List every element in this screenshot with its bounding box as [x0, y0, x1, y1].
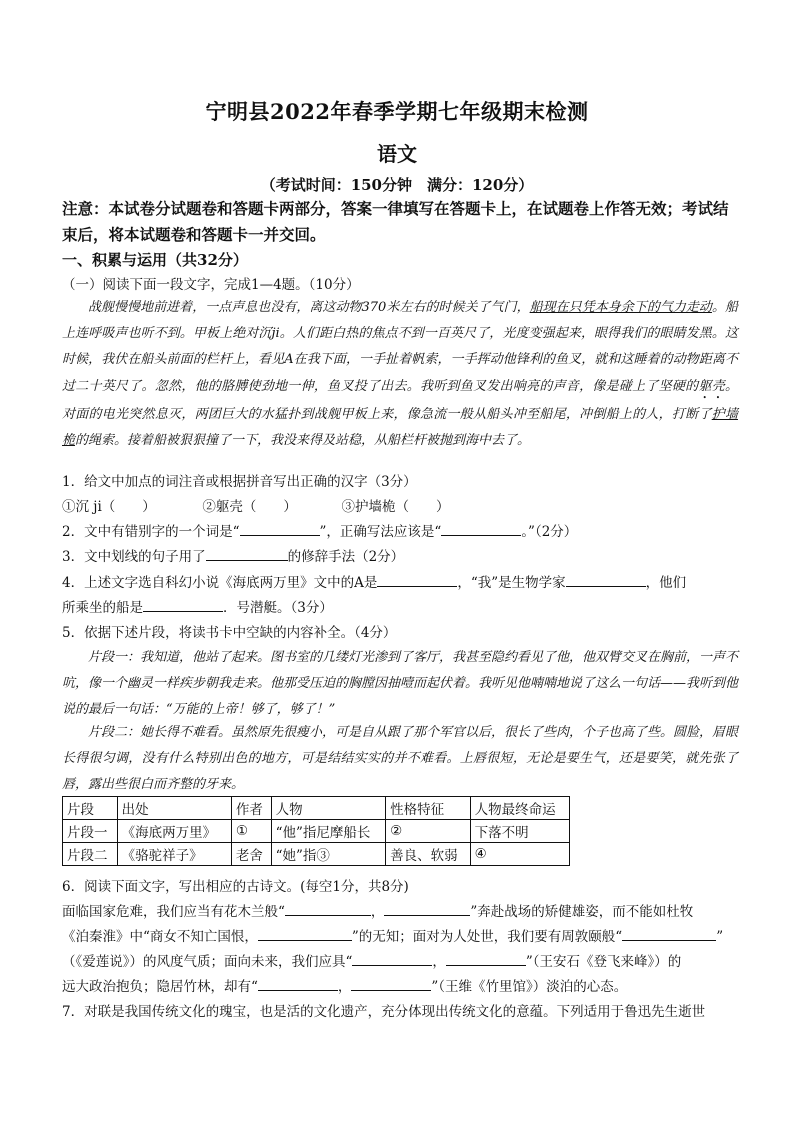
q6-text: ” [716, 929, 724, 945]
answer-blank[interactable] [206, 545, 288, 561]
subsection-heading: （一）阅读下面一段文字，完成1—4题。（10分） [62, 277, 360, 293]
q3-text: 的修辞手法（2分） [287, 549, 405, 565]
exam-subject: 语文 [377, 142, 417, 166]
q6-text: 面临国家危难，我们应当有花木兰般“ [62, 904, 285, 920]
table-header-cell: 性格特征 [386, 797, 470, 820]
table-row [63, 843, 570, 866]
answer-blank[interactable] [258, 975, 338, 991]
table-cell[interactable]: “她”指③ [271, 843, 386, 866]
table-cell: 片段一 [63, 820, 118, 843]
fragment-one: 片段一：我知道，他站了起来。图书室的几缕灯光渗到了客厅，我甚至隐约看见了他，他双臂交叉在胸前，一声不吭，像一个幽灵一样疾步朝我走来。他那受压迫的胸膛因抽噎而起伏着。我听见他喃喃地说了这么一句话——我听到他说的最后一句话：“万能的上帝！够了，够了！” [62, 650, 739, 717]
answer-blank[interactable] [285, 900, 371, 916]
q6-text: ， [432, 954, 446, 970]
q6-text: ”奔赴战场的矫健雄姿，而不能如杜牧 [470, 904, 694, 920]
question-5: 5．依据下述片段，将读书卡中空缺的内容补全。（4分） [62, 625, 397, 641]
table-header-cell: 作者 [231, 797, 271, 820]
pinyin-ji: ji [271, 326, 280, 342]
passage-text: 。船上连呼吸声也听不到。甲板上绝对沉 [62, 300, 738, 342]
question-3 [62, 545, 738, 569]
answer-blank[interactable] [384, 900, 470, 916]
table-cell[interactable]: ④ [470, 843, 569, 866]
q1-item: ①沉 ji（ ） [62, 499, 156, 515]
table-cell: 《骆驼祥子》 [117, 843, 231, 866]
q6-text: ， [370, 904, 385, 920]
answer-blank[interactable] [566, 571, 646, 587]
fragment-two: 片段二：她长得不难看。虽然原先很瘦小，可是自从跟了那个军官以后，很长了些肉，个子也高了些。圆脸，眉眼长得很匀调，没有什么特别出色的地方，可是结结实实的并不难看。上唇很短，无论是要生气，还是要笑，就先张了唇，露出些很白而齐整的牙来。 [62, 725, 739, 792]
question-6: 6．阅读下面文字，写出相应的古诗文。(每空1分，共8分) [62, 879, 409, 895]
table-cell[interactable]: ② [386, 820, 470, 843]
table-cell: 《海底两万里》 [117, 820, 231, 843]
q1-item: ②躯壳（ ） [202, 499, 297, 515]
answer-blank[interactable] [352, 950, 432, 966]
question-2 [62, 520, 738, 544]
q4-text: ．号潜艇。（3分） [223, 600, 333, 616]
answer-blank[interactable] [258, 925, 352, 941]
q4-text: 所乘坐的船是 [62, 600, 143, 616]
passage-text: 。对面的电光突然息灭，两团巨大的水猛扑到战舰甲板上来，像急流一般从船头冲至船尾，冲倒船上的人，打断了 [62, 378, 738, 422]
passage-text: 。人们距白热的焦点不到一百英尺了，光度变强起来，眼得我们的眼睛发黑。这时候，我伏在船头前面的栏杆上，看见A在我下面，一手扯着帆索，一手挥动他锋利的鱼叉，就和这睡着的动物距离不过二十英尺了。忽然，他的胳膊使劲地一伸，鱼叉投了出去。我听到鱼叉发出响亮的声音，像是碰上了坚硬的 [62, 326, 738, 394]
underlined-sentence: 船现在只凭本身余下的气力走动 [529, 300, 712, 315]
q6-text: （《爱莲说》）的风度气质；面向未来，我们应具“ [62, 954, 353, 970]
exam-info: （考试时间：150分钟 满分：120分） [260, 176, 534, 194]
answer-blank[interactable] [441, 520, 521, 536]
question-6-line [62, 900, 738, 924]
q6-text: 远大政治抱负；隐居竹林，却有“ [62, 979, 258, 995]
dotted-word-qiaoke: 躯壳 [698, 378, 725, 394]
q2-text: 。”（2分） [521, 524, 578, 540]
q6-text: 《泊秦淮》中“商女不知亡国恨， [62, 929, 258, 945]
table-header-cell: 人物 [271, 797, 386, 820]
table-cell: “他”指尼摩船长 [271, 820, 386, 843]
question-4-cont [62, 596, 738, 620]
table-header-cell: 片段 [63, 797, 118, 820]
table-header-cell: 人物最终命运 [470, 797, 569, 820]
section-heading: 一、积累与运用（共32分） [62, 251, 248, 269]
table-cell: 老舍 [231, 843, 271, 866]
question-6-line [62, 925, 738, 949]
q6-text: ， [337, 979, 352, 995]
table-cell[interactable]: ① [231, 820, 271, 843]
question-1: 1．给文中加点的词注音或根据拼音写出正确的汉字（3分） [62, 474, 417, 490]
table-row [63, 820, 570, 843]
q1-item: ③护墙桅（ ） [341, 499, 450, 515]
table-header-row [63, 797, 570, 820]
reading-card-table [62, 796, 570, 866]
dotted-word-huqiangwei: 护墙桅 [62, 406, 738, 448]
answer-blank[interactable] [622, 925, 716, 941]
exam-title: 宁明县2022年春季学期七年级期末检测 [205, 99, 589, 124]
q3-text: 3．文中划线的句子用了 [62, 549, 206, 565]
exam-notice: 注意：本试卷分试题卷和答题卡两部分，答案一律填写在答题卡上，在试题卷上作答无效；考试结束后，将本试题卷和答题卡一并交回。 [62, 199, 729, 244]
question-6-line [62, 950, 738, 974]
q6-text: ”（王安石《登飞来峰》）的 [525, 954, 682, 970]
q6-text: ”（王维《竹里馆》）淡泊的心态。 [431, 979, 628, 995]
answer-blank[interactable] [351, 975, 431, 991]
question-6-line [62, 975, 738, 999]
q2-text: ”，正确写法应该是“ [319, 524, 442, 540]
answer-blank[interactable] [143, 596, 223, 612]
answer-blank[interactable] [446, 950, 526, 966]
table-cell: 下落不明 [470, 820, 569, 843]
q2-text: 2．文中有错别字的一个词是“ [62, 524, 240, 540]
passage-text: 战舰慢慢地前进着，一点声息也没有，离这动物370米左右的时候关了气门， [88, 300, 530, 315]
table-cell: 片段二 [63, 843, 118, 866]
q4-text: 4．上述文字选自科幻小说《海底两万里》文中的A是 [62, 575, 378, 591]
question-1-items [62, 495, 738, 519]
reading-passage [62, 295, 738, 454]
q6-text: ”的无知；面对为人处世，我们要有周敦颐般“ [351, 929, 623, 945]
q4-text: ，他们 [645, 575, 687, 591]
question-7: 7．对联是我国传统文化的瑰宝，也是活的文化遗产，充分体现出传统文化的意蕴。下列适用于鲁迅先生逝世 [62, 1004, 706, 1020]
question-4 [62, 571, 738, 595]
passage-text: 的绳索。接着船被狠狠撞了一下，我没来得及站稳，从船栏杆被抛到海中去了。 [75, 432, 531, 448]
answer-blank[interactable] [377, 571, 457, 587]
table-cell: 善良、软弱 [386, 843, 470, 866]
q4-text: ，“我”是生物学家 [457, 575, 566, 591]
table-header-cell: 出处 [117, 797, 231, 820]
answer-blank[interactable] [240, 520, 320, 536]
